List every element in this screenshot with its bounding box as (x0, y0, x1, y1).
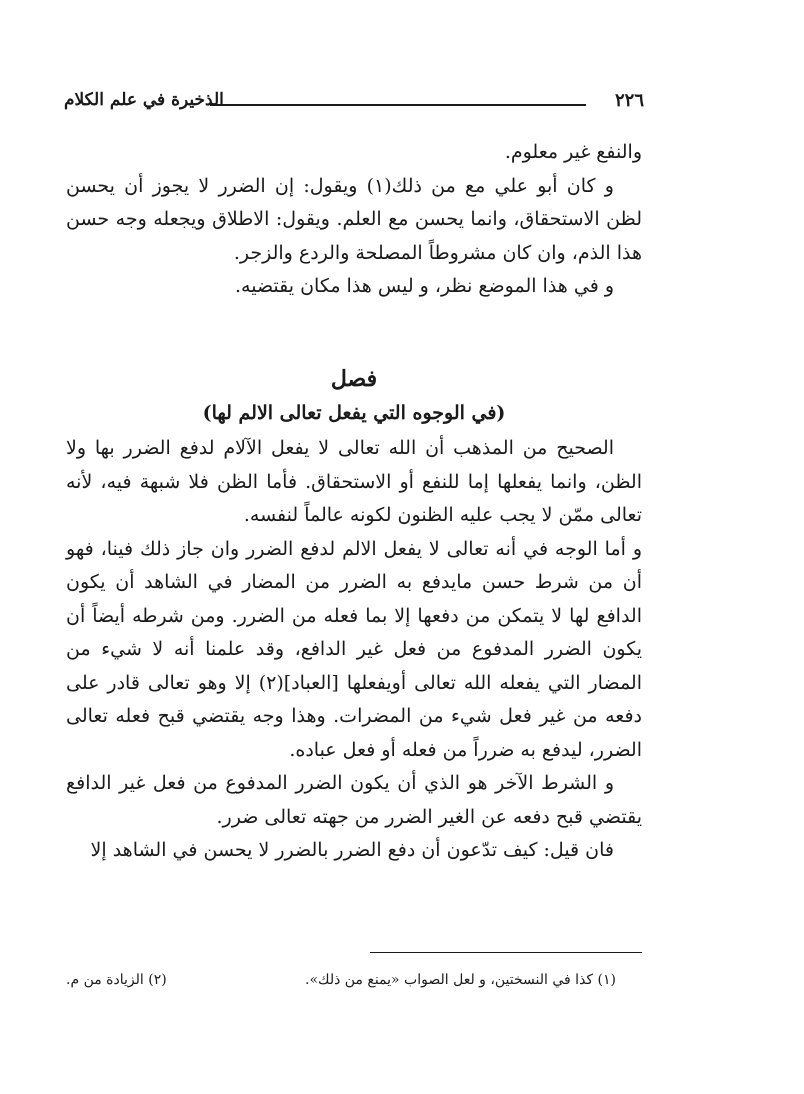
running-header (64, 90, 644, 120)
running-title: الذخيرة في علم الكلام (64, 90, 224, 110)
page-number: ٢٢٦ (614, 90, 644, 111)
paragraph: و كان أبو علي مع من ذلك(١) ويقول: إن الضرر لا يجوز أن يحسن لظن الاستحقاق، وانما يحسن مع العلم. ويقول: الاطلاق ويجعله وجه حسن هذا الذم، وان كان مشروطاً المصلحة والردع والزجر. (66, 174, 642, 264)
paragraph: الصحيح من المذهب أن الله تعالى لا يفعل الآلام لدفع الضرر بها ولا الظن، وانما يفعلها إما للنفع أو الاستحقاق. فأما الظن فلا شبهة فيه، لأنه تعالى ممّن لا يجب عليه الظنون لكونه عالماً لنفسه. (66, 437, 642, 526)
footnote-1: (١) كذا في النسختين، و لعل الصواب «يمنع من ذلك». (305, 972, 616, 988)
paragraph: و الشرط الآخر هو الذي أن يكون الضرر المدفوع من فعل غير الدافع يقتضي قبح دفعه عن الغير الضرر من جهته تعالى ضرر. (66, 772, 642, 828)
paragraph: و أما الوجه في أنه تعالى لا يفعل الالم لدفع الضرر وان جاز ذلك فينا، فهو أن من شرط حسن مايدفع به الضرر من المضار في الشاهد أن يكون الدافع لها لا يتمكن من دفعها إلا بما فعله من الضرر. ومن شرطه أيضاً أن يكون الضرر المدفوع من فعل غير الدافع، وقد علمنا أنه لا شيء من المضار التي يفعله الله تعالى أويفعلها [العباد](٢) إلا وهو تعالى قادر على دفعه من غير فعل شيء من المضرات. وهذا وجه يقتضي قبح فعله تعالى الضرر، ليدفع به ضرراً من فعله أو فعل عباده. (66, 537, 642, 761)
footnote-2: (٢) الزيادة من م. (66, 972, 167, 988)
header-rule (210, 104, 586, 106)
paragraph: والنفع غير معلوم. (504, 141, 642, 163)
text-block-2 (66, 432, 642, 868)
section-subtitle: (في الوجوه التي يفعل تعالى الالم لها) (202, 402, 506, 424)
paragraph: و في هذا الموضع نظر، و ليس هذا مكان يقتضيه. (235, 275, 614, 297)
footnote-divider (370, 952, 642, 953)
text-block-1 (66, 136, 642, 304)
section-title: فصل (330, 366, 378, 392)
paragraph: فان قيل: كيف تدّعون أن دفع الضرر بالضرر لا يحسن في الشاهد إلا (90, 839, 614, 861)
